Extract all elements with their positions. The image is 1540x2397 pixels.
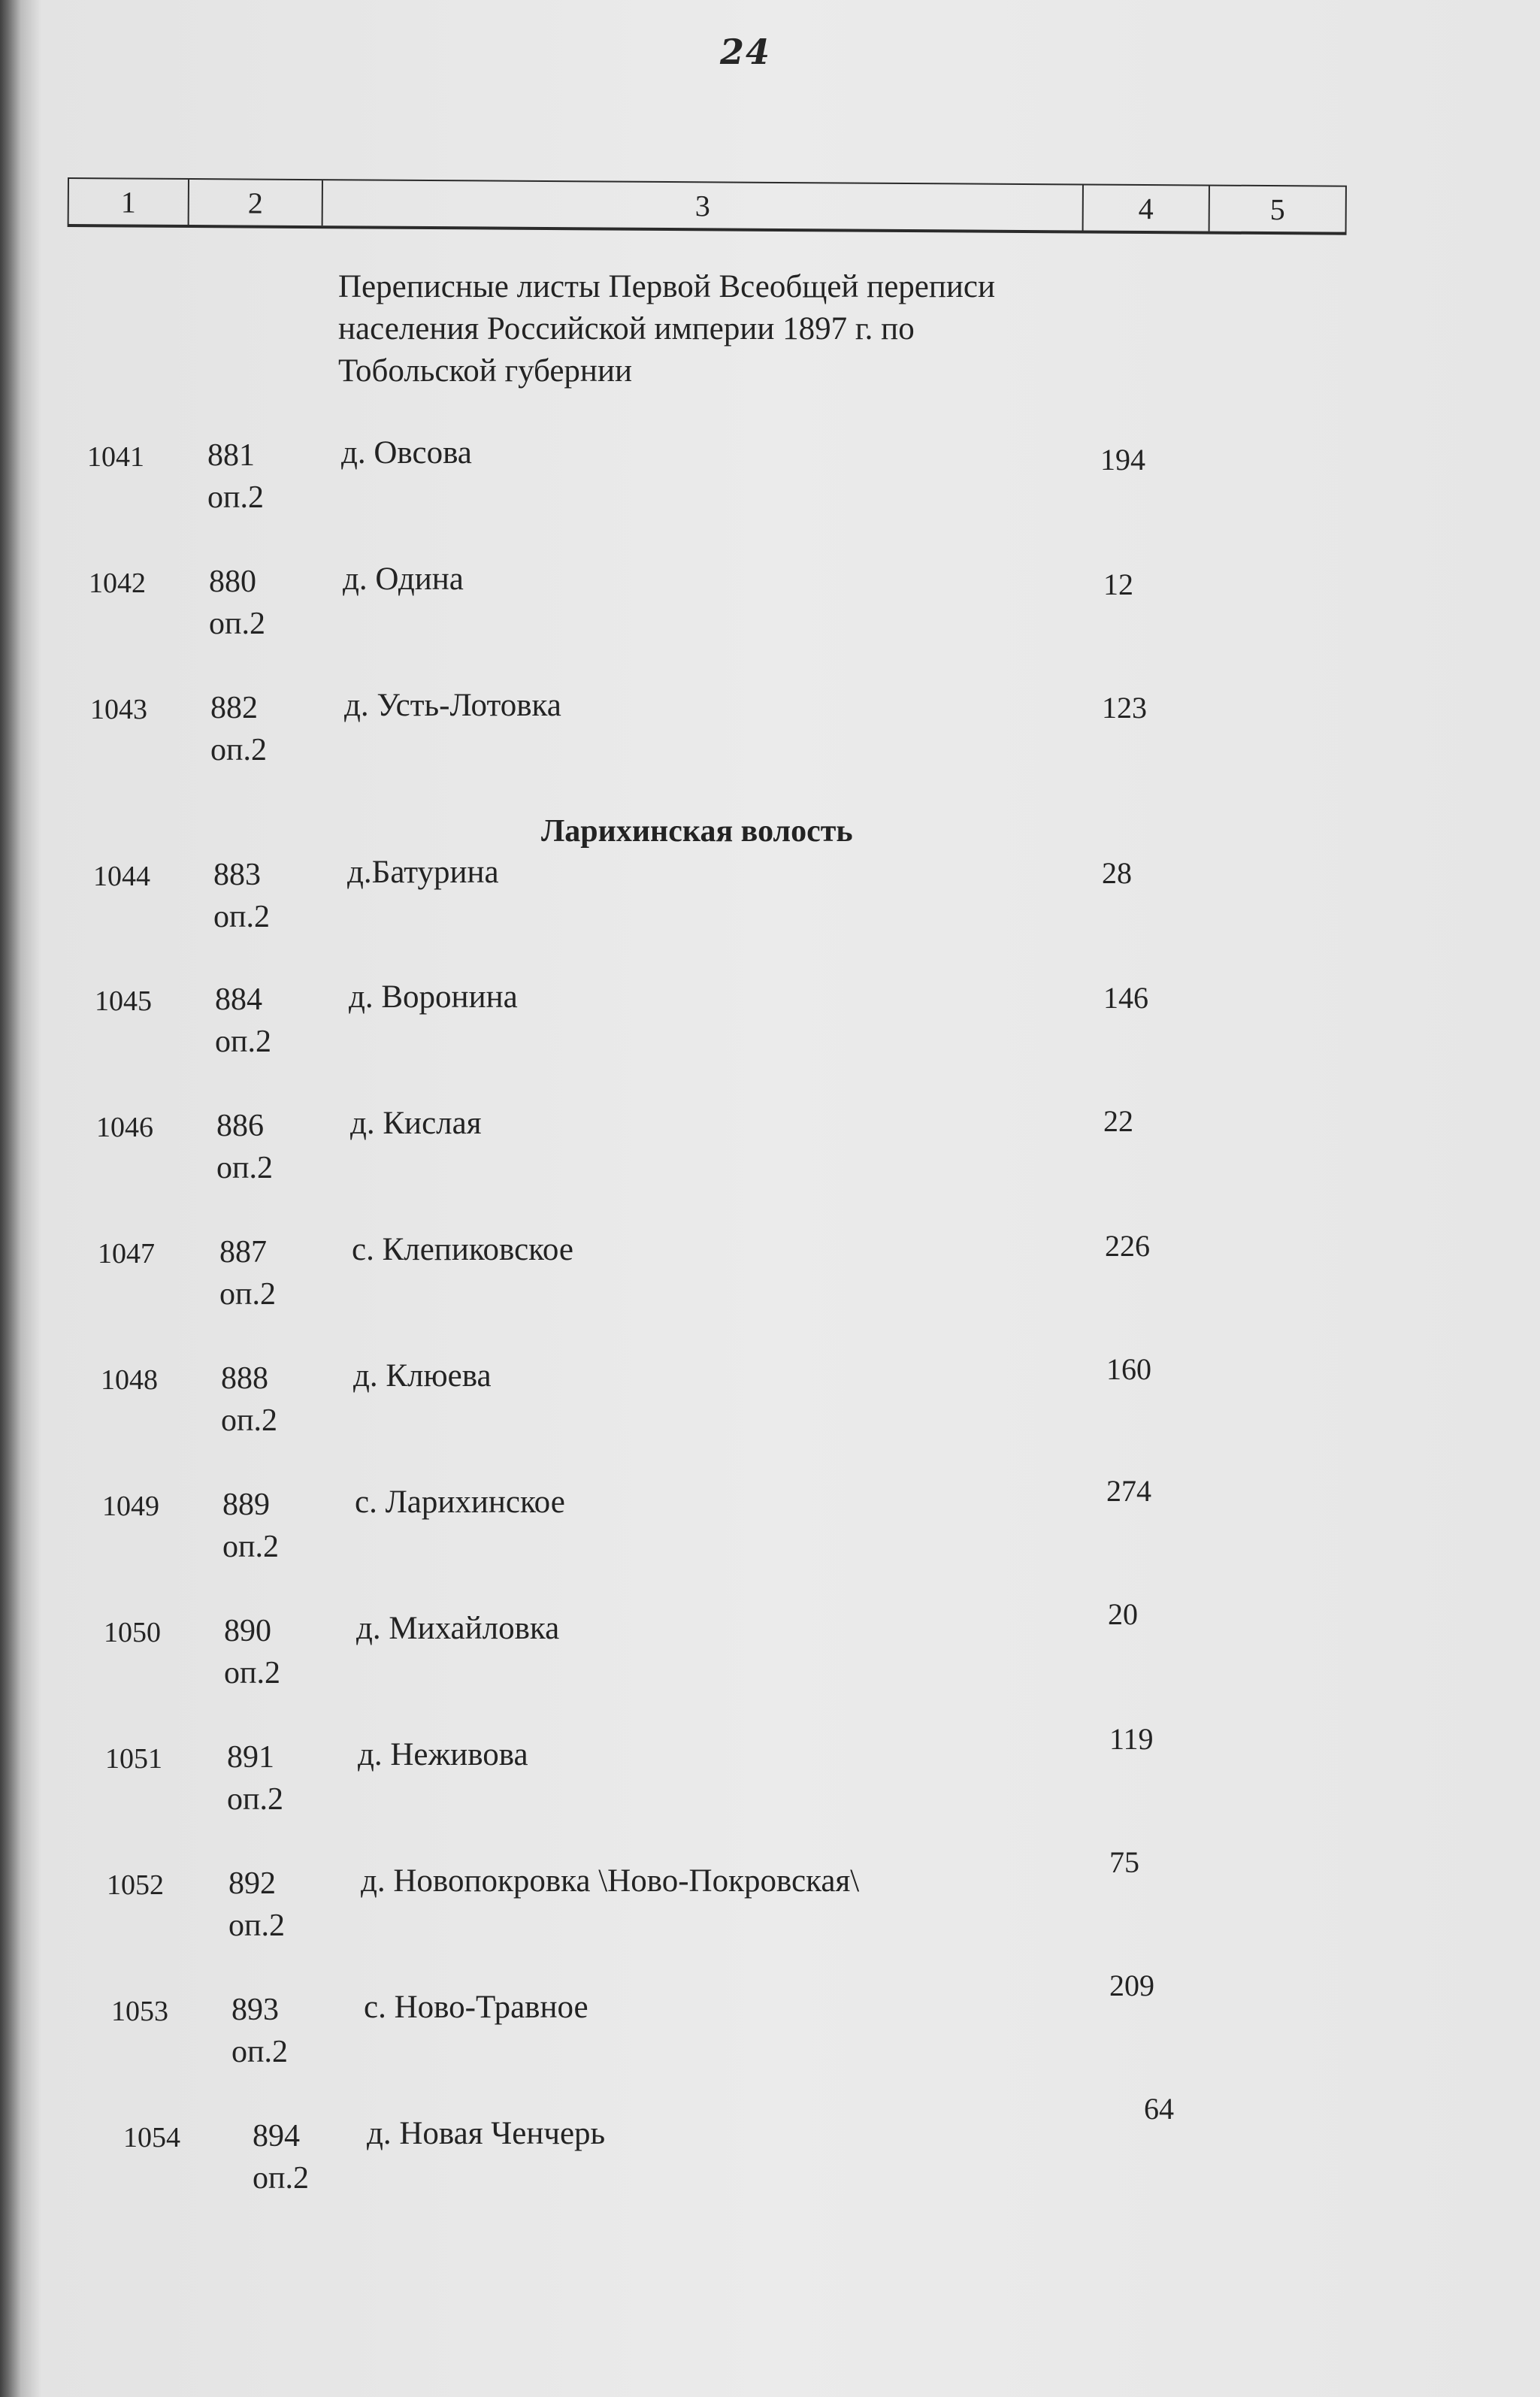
column-header-row (68, 177, 1347, 235)
file-reference (213, 854, 270, 938)
file-reference (224, 1610, 280, 1694)
inventory-entry (0, 1722, 1540, 1819)
file-number: 883 (213, 858, 261, 892)
place-name: д. Михайловка (356, 1611, 560, 1646)
collection-title (338, 266, 1165, 392)
inventory-number: оп.2 (228, 1908, 285, 1943)
inventory-entry (0, 434, 1540, 517)
place-name: д. Клюева (353, 1358, 492, 1394)
inventory-entry (0, 1845, 1540, 1945)
place-name: д.Батурина (347, 855, 499, 890)
place-name: д. Одина (343, 561, 464, 597)
inventory-entry (0, 1969, 1540, 2072)
file-reference (210, 687, 267, 771)
file-reference (221, 1357, 277, 1442)
entry-number: 1053 (111, 1996, 168, 2027)
section-heading: Ларихинская волость (541, 814, 853, 849)
file-number: 882 (210, 691, 258, 725)
inventory-number: оп.2 (221, 1403, 277, 1438)
sheet-count: 226 (1105, 1229, 1150, 1263)
inventory-entry (0, 687, 1540, 770)
entry-number: 1048 (101, 1364, 158, 1396)
file-number: 894 (253, 2119, 300, 2153)
file-number: 887 (219, 1235, 267, 1270)
sheet-count: 119 (1109, 1722, 1154, 1756)
sheet-count: 160 (1106, 1352, 1151, 1386)
inventory-number: оп.2 (213, 900, 270, 934)
entry-number: 1044 (93, 861, 150, 892)
inventory-number: оп.2 (215, 1024, 271, 1059)
inventory-entry (0, 2092, 1540, 2198)
file-reference (228, 1863, 285, 1947)
column-header-3: 3 (323, 180, 1084, 230)
sheet-count: 12 (1103, 567, 1133, 601)
place-name: д. Неживова (358, 1737, 528, 1772)
sheet-count: 146 (1103, 981, 1148, 1015)
place-name: с. Ново-Травное (364, 1990, 588, 2025)
collection-title-line: Тобольской губернии (338, 353, 632, 389)
entry-number: 1041 (87, 441, 144, 473)
inventory-number: оп.2 (219, 1277, 276, 1312)
place-name: д. Овсова (341, 435, 472, 471)
inventory-number: оп.2 (224, 1656, 280, 1690)
sheet-count: 22 (1103, 1104, 1133, 1138)
entry-number: 1047 (98, 1238, 155, 1270)
inventory-entry (0, 1231, 1540, 1314)
column-header-2: 2 (189, 180, 323, 225)
file-reference (216, 1105, 273, 1189)
sheet-count: 75 (1109, 1845, 1139, 1879)
place-name: с. Ларихинское (355, 1485, 565, 1520)
entry-number: 1049 (102, 1491, 159, 1522)
sheet-count: 123 (1102, 691, 1147, 725)
entry-number: 1042 (89, 567, 146, 599)
inventory-entry (0, 979, 1540, 1061)
inventory-number: оп.2 (207, 480, 264, 515)
inventory-number: оп.2 (231, 2035, 288, 2069)
entry-number: 1043 (90, 694, 147, 725)
inventory-entry (0, 1352, 1540, 1440)
file-number: 884 (215, 982, 262, 1017)
inventory-number: оп.2 (227, 1782, 283, 1817)
column-header-1: 1 (69, 179, 189, 225)
inventory-number: оп.2 (209, 607, 265, 641)
file-number: 891 (227, 1740, 274, 1775)
file-number: 893 (231, 1993, 279, 2027)
file-reference (207, 434, 264, 519)
collection-title-line: Переписные листы Первой Всеобщей переписи (338, 269, 995, 304)
file-reference (253, 2115, 309, 2199)
sheet-count: 194 (1100, 443, 1145, 477)
file-number: 892 (228, 1866, 276, 1901)
sheet-count: 20 (1108, 1597, 1138, 1631)
file-number: 889 (222, 1488, 270, 1522)
sheet-count: 64 (1144, 2092, 1174, 2126)
inventory-entry (0, 561, 1540, 643)
entry-number: 1051 (105, 1743, 162, 1775)
page-number: 24 (720, 32, 772, 72)
file-number: 890 (224, 1614, 271, 1648)
column-header-5: 5 (1269, 192, 1285, 226)
file-number: 886 (216, 1109, 264, 1143)
file-reference (219, 1231, 276, 1315)
place-name: с. Клепиковское (352, 1232, 573, 1267)
file-reference (231, 1989, 288, 2073)
entry-number: 1052 (107, 1869, 164, 1901)
inventory-entry (0, 1105, 1540, 1188)
entry-number: 1045 (95, 985, 152, 1017)
file-number: 888 (221, 1361, 268, 1396)
place-name: д. Усть-Лотовка (344, 688, 561, 723)
inventory-entry (0, 1474, 1540, 1566)
inventory-number: оп.2 (216, 1151, 273, 1185)
file-number: 881 (207, 438, 255, 473)
collection-title-line: населения Российской империи 1897 г. по (338, 311, 915, 347)
file-number: 880 (209, 564, 256, 599)
inventory-number: оп.2 (222, 1530, 279, 1564)
sheet-count: 209 (1109, 1969, 1154, 2002)
place-name: д. Новопокровка \Ново-Покровская\ (361, 1863, 860, 1899)
file-reference (209, 561, 265, 645)
inventory-number: оп.2 (253, 2161, 309, 2196)
place-name: д. Кислая (350, 1106, 482, 1141)
entry-number: 1054 (123, 2122, 180, 2153)
sheet-count: 274 (1106, 1474, 1151, 1508)
place-name: д. Воронина (349, 979, 518, 1015)
inventory-number: оп.2 (210, 733, 267, 767)
file-reference (227, 1736, 283, 1820)
sheet-count: 28 (1102, 856, 1132, 890)
inventory-entry (0, 1597, 1540, 1693)
place-name: д. Новая Ченчерь (367, 2116, 606, 2151)
file-reference (222, 1484, 279, 1568)
entry-number: 1046 (96, 1112, 153, 1143)
column-header-4: 4 (1084, 185, 1210, 231)
inventory-entry (0, 854, 1540, 937)
file-reference (215, 979, 271, 1063)
entry-number: 1050 (104, 1617, 161, 1648)
